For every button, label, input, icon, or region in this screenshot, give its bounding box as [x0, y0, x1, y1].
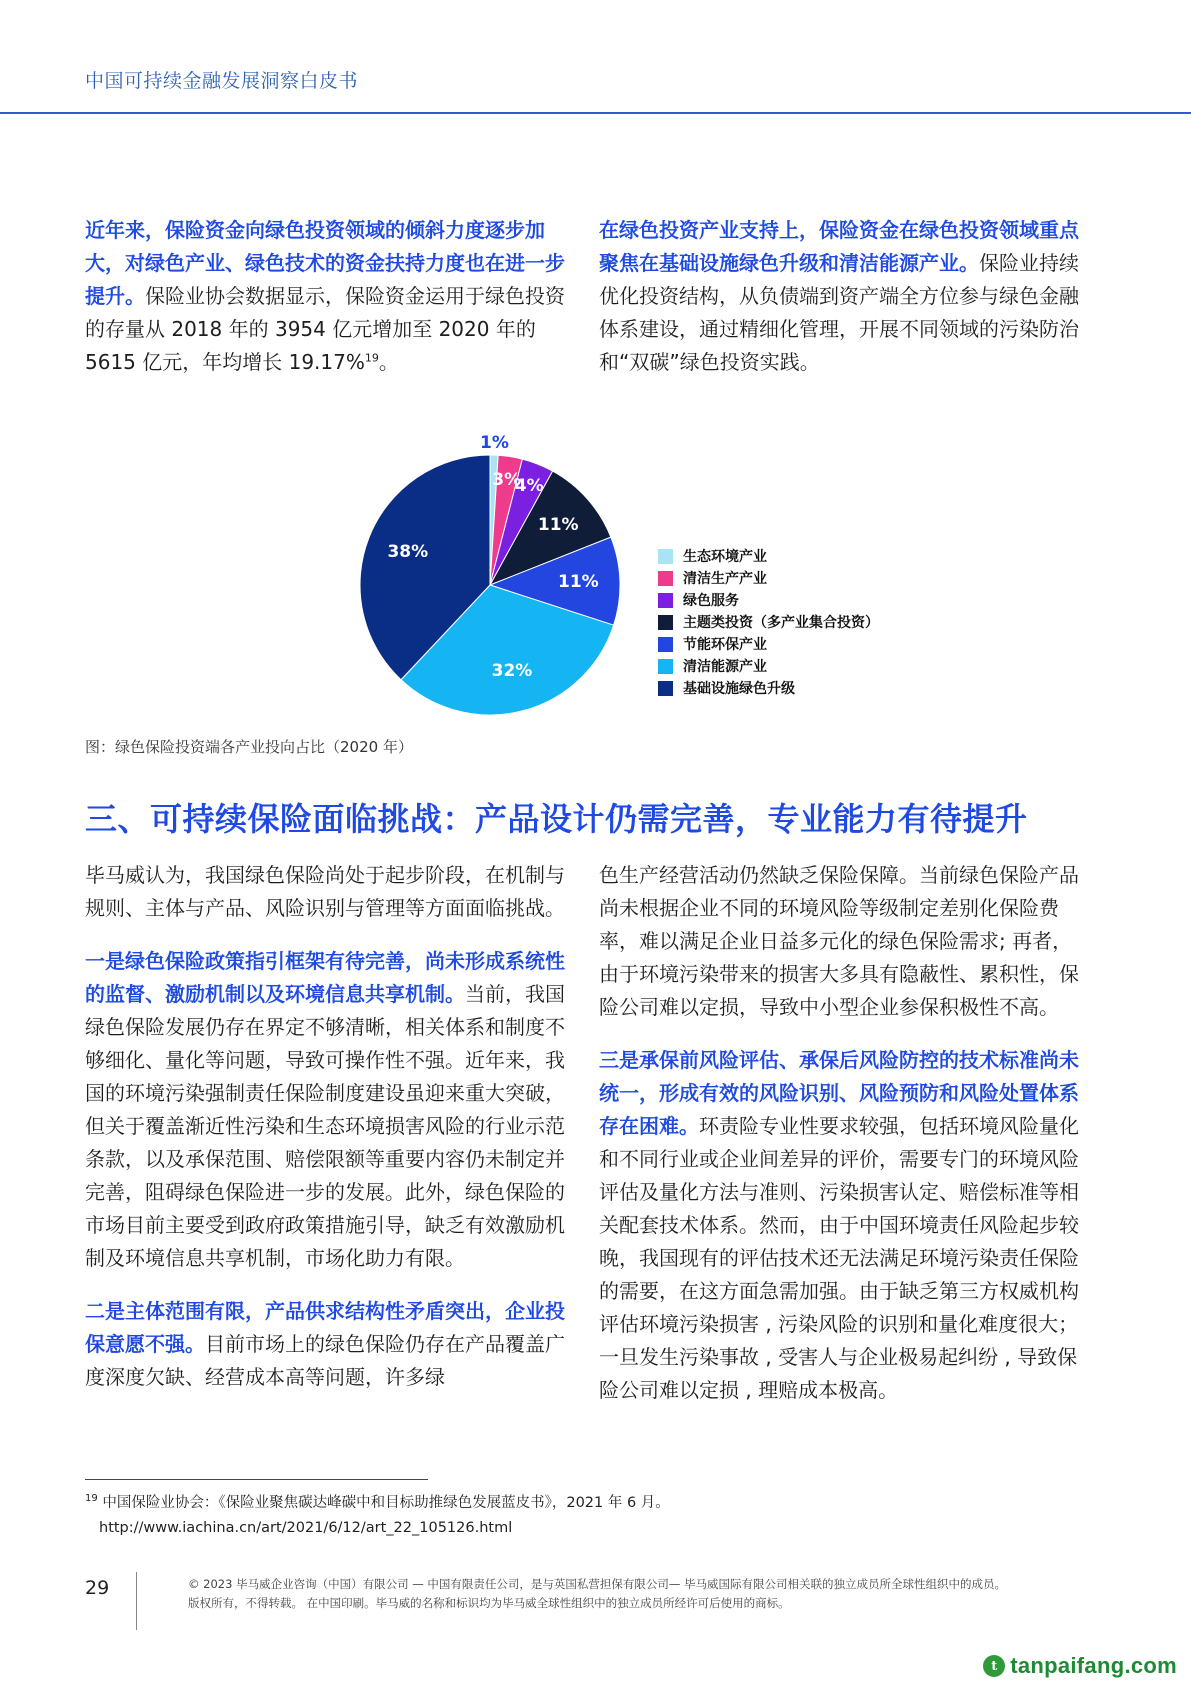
- pie-value-label: 1%: [480, 433, 509, 454]
- legend-label: 清洁能源产业: [683, 659, 767, 675]
- pie-value-label: 11%: [537, 514, 579, 535]
- legend-item: [658, 567, 879, 589]
- header-divider: [0, 112, 1191, 114]
- intro-left-highlight: 近年来，保险资金向绿色投资领域的倾斜力度逐步加大，对绿色产业、绿色技术的资金扶持力度也在进一步提升。: [85, 218, 565, 308]
- watermark-text: tanpaifang.com: [1010, 1653, 1177, 1678]
- figure-caption: 图：绿色保险投资端各产业投向占比（2020 年）: [85, 738, 413, 756]
- body-right-paragraph-2: [599, 1044, 1082, 1407]
- footnote-url[interactable]: http://www.iachina.cn/art/2021/6/12/art_22_105126.html: [99, 1520, 513, 1536]
- paragraph-highlight: 二是主体范围有限，产品供求结构性矛盾突出，企业投保意愿不强。: [85, 1299, 565, 1356]
- pie-value-label: 32%: [491, 660, 533, 681]
- footnote-divider: [85, 1479, 428, 1480]
- body-left-column: [85, 859, 565, 1394]
- paragraph-text: 色生产经营活动仍然缺乏保险保障。当前绿色保险产品尚未根据企业不同的环境风险等级制定差别化保险费率，难以满足企业日益多元化的绿色保险需求; 再者，由于环境污染带来的损害大多具有隐蔽性、累积性，保险公司难以定损，导致中小型企业参保积极性不高。: [599, 863, 1079, 1019]
- legend-swatch: [658, 549, 673, 564]
- body-right-column: [599, 859, 1082, 1407]
- legend-label: 节能环保产业: [683, 637, 767, 653]
- watermark-brand: [983, 1653, 1177, 1679]
- legend-item: [658, 589, 879, 611]
- footnote-citation: [85, 1491, 670, 1516]
- paragraph-text: 当前，我国绿色保险发展仍存在界定不够清晰，相关体系和制度不够细化、量化等问题，导致可操作性不强。近年来，我国的环境污染强制责任保险制度建设虽迎来重大突破，但关于覆盖渐近性污染和生态环境损害风险的行业示范条款，以及承保范围、赔偿限额等重要内容仍未制定并完善，阻碍绿色保险进一步的发展。此外，绿色保险的市场目前主要受到政府政策措施引导，缺乏有效激励机制及环境信息共享机制，市场化助力有限。: [85, 982, 565, 1270]
- page-number: 29: [85, 1577, 110, 1599]
- legend-label: 主题类投资（多产业集合投资）: [683, 615, 879, 631]
- intro-right-body: 保险业持续优化投资结构，从负债端到资产端全方位参与绿色金融体系建设，通过精细化管理，开展不同领域的污染防治和“双碳”绿色投资实践。: [599, 251, 1079, 374]
- paragraph-text: 毕马威认为，我国绿色保险尚处于起步阶段，在机制与规则、主体与产品、风险识别与管理等方面面临挑战。: [85, 863, 565, 920]
- paragraph-text: 环责险专业性要求较强，包括环境风险量化和不同行业或企业间差异的评价，需要专门的环境风险评估及量化方法与准则、污染损害认定、赔偿标准等相关配套技术体系。然而，由于中国环境责任风险起步较晚，我国现有的评估技术还无法满足环境污染责任保险的需要，在这方面急需加强。由于缺乏第三方权威机构评估环境污染损害 , 污染风险的识别和量化难度很大；一旦发生污染事故 , 受害人与企业极易起纠纷 , 导致保险公司难以定损 , 理赔成本极高。: [599, 1114, 1079, 1402]
- legend-swatch: [658, 593, 673, 608]
- chart-legend: [658, 545, 879, 699]
- intro-left-body: 保险业协会数据显示，保险资金运用于绿色投资的存量从 2018 年的 3954 亿元增加至 2020 年的 5615 亿元，年均增长 19.17%: [85, 284, 565, 374]
- intro-left-paragraph: [85, 214, 565, 379]
- paragraph-text: 目前市场上的绿色保险仍存在产品覆盖广度深度欠缺、经营成本高等问题，许多绿: [85, 1332, 565, 1389]
- pie-value-label: 3%: [492, 469, 522, 490]
- pie-value-label: 38%: [387, 542, 429, 563]
- pie-chart: [340, 395, 640, 715]
- legend-label: 基础设施绿色升级: [683, 681, 795, 697]
- legend-item: [658, 655, 879, 677]
- document-header-title: 中国可持续金融发展洞察白皮书: [85, 70, 359, 92]
- paragraph-highlight: 三是承保前风险评估、承保后风险防控的技术标准尚未统一，形成有效的风险识别、风险预防和风险处置体系存在困难。: [599, 1048, 1079, 1138]
- body-left-paragraph-2: [85, 945, 565, 1275]
- legend-item: [658, 545, 879, 567]
- legend-swatch: [658, 659, 673, 674]
- legend-swatch: [658, 637, 673, 652]
- legend-item: [658, 633, 879, 655]
- intro-right-paragraph: [599, 214, 1082, 379]
- footnote-text: 中国保险业协会：《保险业聚焦碳达峰碳中和目标助推绿色发展蓝皮书》，2021 年 6 月。: [102, 1495, 670, 1511]
- intro-left-column: [85, 214, 565, 379]
- footnote-number: 19: [85, 1493, 98, 1505]
- copyright-line-1: © 2023 毕马威企业咨询（中国）有限公司 — 中国有限责任公司，是与英国私营担保有限公司— 毕马威国际有限公司相关联的独立成员所全球性组织中的成员。: [188, 1577, 1007, 1591]
- leaf-logo-icon: t: [983, 1655, 1005, 1677]
- legend-item: [658, 611, 879, 633]
- copyright-line-2: 版权所有，不得转载。 在中国印刷。毕马威的名称和标识均为毕马威全球性组织中的独立成员所经许可后使用的商标。: [188, 1596, 790, 1610]
- body-right-paragraph-1: [599, 859, 1082, 1024]
- legend-label: 生态环境产业: [683, 549, 767, 565]
- pie-value-label: 11%: [557, 572, 599, 593]
- legend-swatch: [658, 681, 673, 696]
- copyright-notice: [188, 1575, 1006, 1613]
- legend-label: 清洁生产产业: [683, 571, 767, 587]
- body-left-paragraph-3: [85, 1295, 565, 1394]
- legend-swatch: [658, 571, 673, 586]
- legend-label: 绿色服务: [683, 593, 739, 609]
- legend-swatch: [658, 615, 673, 630]
- footnote: [85, 1491, 670, 1541]
- body-left-paragraph-1: [85, 859, 565, 925]
- legend-item: [658, 677, 879, 699]
- paragraph-highlight: 一是绿色保险政策指引框架有待完善，尚未形成系统性的监督、激励机制以及环境信息共享机制。: [85, 949, 565, 1006]
- footer-divider: [136, 1572, 137, 1630]
- intro-left-tail: 。: [378, 350, 399, 374]
- pie-value-label: 4%: [514, 475, 544, 496]
- intro-right-highlight: 在绿色投资产业支持上，保险资金在绿色投资领域重点聚焦在基础设施绿色升级和清洁能源产业。: [599, 218, 1079, 275]
- intro-right-column: [599, 214, 1082, 379]
- section-heading: 三、可持续保险面临挑战：产品设计仍需完善，专业能力有待提升: [85, 800, 1028, 838]
- footnote-reference: 19: [364, 351, 379, 365]
